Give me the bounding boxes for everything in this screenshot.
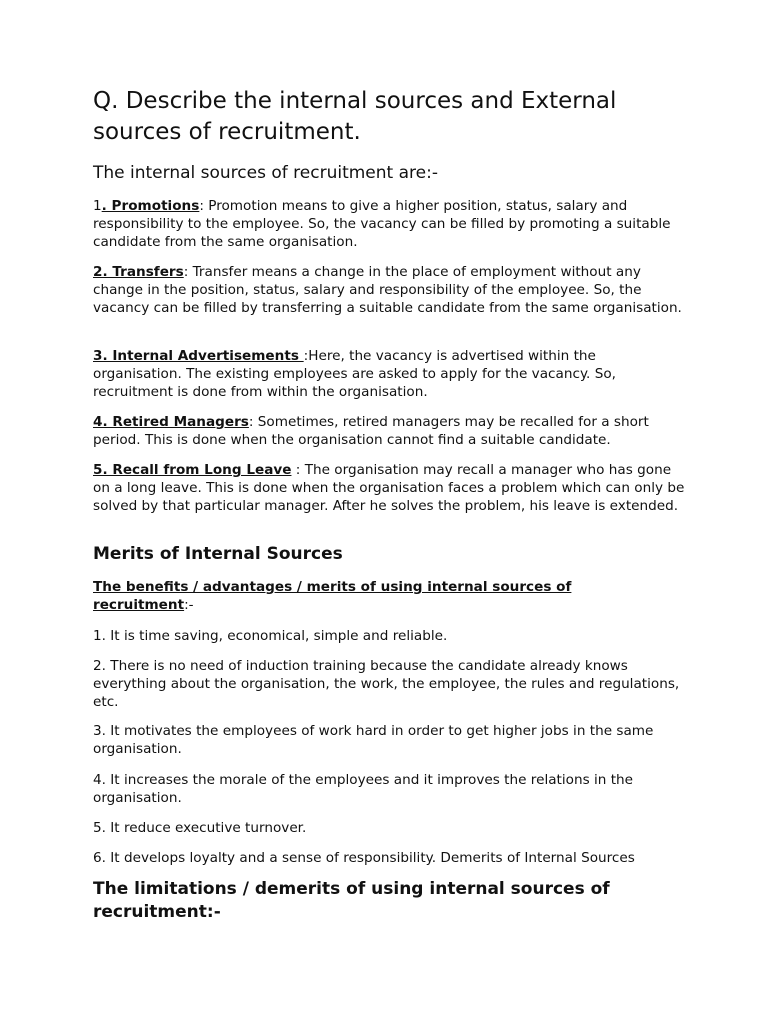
item-label: . Promotions: [101, 198, 200, 214]
item-text: : Transfer means a change in the place of employment without any change in the position, status, salary and responsibility of the employee. So, the vacancy can be filled by transferring a suitable candidate from the same organisation.: [93, 264, 682, 316]
internal-source-item: [93, 263, 685, 317]
item-text: :Here, the vacancy is advertised within the organisation. The existing employees are asked to apply for the vacancy. So, recruitment is done from within the organisation.: [93, 348, 616, 400]
question-title: Q. Describe the internal sources and External sources of recruitment.: [93, 88, 617, 145]
benefits-heading-text: The benefits / advantages / merits of using internal sources of recruitment: [93, 579, 572, 613]
merit-item: 4. It increases the morale of the employees and it improves the relations in the organisation.: [93, 772, 634, 806]
merit-item: 3. It motivates the employees of work hard in order to get higher jobs in the same organisation.: [93, 723, 654, 757]
limitations-heading: The limitations / demerits of using internal sources of recruitment:-: [93, 879, 610, 922]
item-text: : Promotion means to give a higher position, status, salary and responsibility to the employee. So, the vacancy can be filled by promoting a suitable candidate from the same organisation.: [93, 198, 671, 250]
merit-item: 6. It develops loyalty and a sense of responsibility. Demerits of Internal Sources: [93, 850, 635, 866]
item-label: 3. Internal Advertisements: [93, 348, 304, 364]
item-label: 4. Retired Managers: [93, 414, 249, 430]
internal-source-item: [93, 461, 685, 515]
merit-item: 5. It reduce executive turnover.: [93, 820, 307, 836]
item-label: 5. Recall from Long Leave: [93, 462, 292, 478]
internal-sources-heading: The internal sources of recruitment are:-: [93, 163, 438, 183]
item-number: 1: [93, 198, 102, 214]
merit-item: 1. It is time saving, economical, simple and reliable.: [93, 628, 448, 644]
merit-item: 2. There is no need of induction training because the candidate already knows everything about the organisation, the work, the employee, the rules and regulations, etc.: [93, 658, 680, 710]
merits-heading: Merits of Internal Sources: [93, 544, 343, 564]
internal-source-item: [93, 413, 685, 449]
benefits-heading-suffix: :-: [184, 597, 194, 613]
internal-source-item: [93, 197, 685, 251]
item-text: : The organisation may recall a manager who has gone on a long leave. This is done when the organisation faces a problem which can only be solved by that particular manager. After he solves the problem, his leave is extended.: [93, 462, 685, 514]
internal-source-item: [93, 347, 685, 401]
benefits-heading: [93, 578, 653, 614]
item-label: 2. Transfers: [93, 264, 184, 280]
item-text: : Sometimes, retired managers may be recalled for a short period. This is done when the organisation cannot find a suitable candidate.: [93, 414, 649, 448]
